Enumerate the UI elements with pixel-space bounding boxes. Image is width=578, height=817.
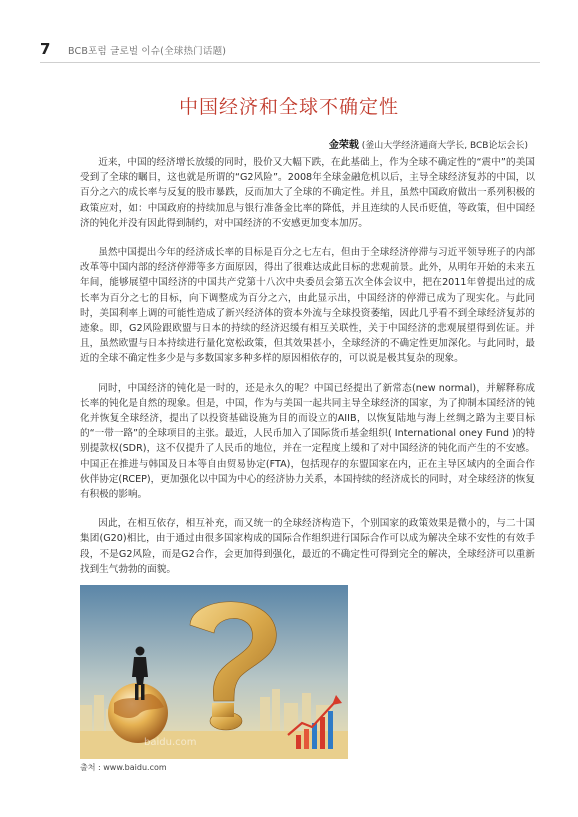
running-head: BCB포럼 글로벌 이슈(全球热门话题) xyxy=(68,46,227,57)
illustration-image xyxy=(80,585,348,759)
byline xyxy=(329,136,528,151)
page-number: 7 xyxy=(40,40,51,58)
author-affiliation: (釜山大学经济通商大学长, BCB论坛会长) xyxy=(361,141,528,151)
author-name: 金荣载 xyxy=(328,140,359,151)
paragraph: 同时，中国经济的钝化是一时的，还是永久的呢？中国已经提出了新常态(new normal)，并解释称成长率的钝化是自然的现象。但是，中国，作为与美国一起共同主导全球经济的国家，为了抑制本国经济的钝化并恢复全球经济，提出了以投资基础设施为目的而设立的AIIB，以恢复陆地与海上丝绸之路为主要目标的“一带一路”的全球项目的主张。最近，人民币加入了国际货币基金组织( International oney Fund )的特别提款权(SDR)，这不仅提升了人民币的地位，并在一定程度上缓和了对中国经济的钝化而产生的不安感。中国正在推进与韩国及日本等自由贸易协定(FTA)，包括现存的东盟国家在内，正在主导区域内的全面合作伙伴协定(RCEP)，更加强化以中国为中心的经济协力关系，本国持续的经济成长的同时，对全球经济的恢复有积极的影响。 xyxy=(80,382,535,501)
illustration-svg xyxy=(80,585,348,759)
paragraph: 近来，中国的经济增长放缓的同时，股价又大幅下跌，在此基础上，作为全球不确定性的“震中”的美国受到了全球的瞩目，这也就是所谓的“G2风险”。2008年全球金融危机以后，主导全球经济复苏的中国，以百分之六的成长率与反复的股市暴跌，反而加大了全球的不确定性。并且，虽然中国政府做出一系列积极的政策应对，如：中国政府的持续加息与银行准备金比率的降低，并且连续的人民币贬值，等政策，但中国经济的钝化并没有因此得到制约，对中国经济的不安感更加变本加厉。 xyxy=(80,157,535,229)
article-body xyxy=(80,155,535,591)
article-title: 中国经济和全球不确定性 xyxy=(178,96,399,118)
paragraph: 因此，在相互依存，相互补充，而又统一的全球经济构造下，个别国家的政策效果是微小的，与二十国集团(G20)相比，由于通过由很多国家构成的国际合作组织进行国际合作可以成为解决全球不安性的有效手段，不是G2风险，而是G2合作，会更加得到强化，最近的不确定性可得到完全的解决，全球经济可以重新找到生气勃勃的面貌。 xyxy=(80,518,535,575)
paragraph: 虽然中国提出今年的经济成长率的目标是百分之七左右，但由于全球经济停滞与习近平领导班子的内部改革等中国内部的经济停滞等多方面原因，得出了很难达成此目标的悲观前景。此外，从明年开始的未来五年间，能够展望中国经济的中国共产党第十八次中央委员会第五次全体会议中，把在2011年曾提出过的成长率为百分之七的目标，向下调整成为百分之六，由此显示出，中国经济的停滞已成为了现实化。与此同时，美国利率上调的可能性造成了新兴经济体的资本外流与全球投资萎缩，因此几乎看不到全球经济复苏的迹象。即，G2风险跟欧盟与日本的持续的经济迟缓有相互关联性，关于中国经济的悲观展望得到佐证。并且，虽然欧盟与日本持续进行量化宽松政策，但其效果甚小，全球经济的不确定性更加深化。与此同时，最近的全球不确定性多少是与多数国家多种多样的原因相依存的，可以说是极其复杂的现象。 xyxy=(80,247,535,365)
header-divider xyxy=(40,62,540,63)
page-header xyxy=(40,40,540,60)
image-credit: 출처 : www.baidu.com xyxy=(80,763,167,772)
image-watermark: baidu.com xyxy=(144,737,197,748)
